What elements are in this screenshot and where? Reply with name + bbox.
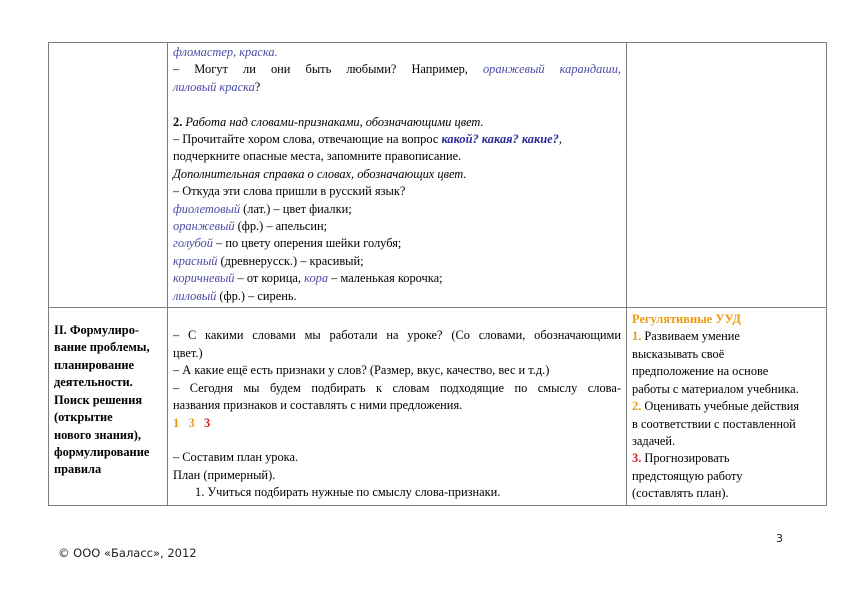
- table-row: [49, 308, 827, 505]
- text-line: – Прочитайте хором слова, отвечающие на вопрос какой? какая? какие?,: [173, 132, 562, 147]
- uud-item: 3. Прогнозировать: [632, 451, 730, 466]
- lesson-table: [48, 42, 827, 506]
- uud-cell: [627, 43, 827, 308]
- text-line: – Могут ли они быть любыми? Например, оранжевый карандаши,: [173, 62, 621, 77]
- word-line: красный (древнерусск.) – красивый;: [173, 253, 364, 268]
- text-line: – Составим план урока.: [173, 450, 299, 465]
- text-line: – А какие ещё есть признаки у слов? (Размер, вкус, качество, вес и т.д.): [173, 363, 550, 378]
- content-cell: [168, 308, 627, 505]
- text-line: подчеркните опасные места, запомните правописание.: [173, 149, 462, 164]
- plan-item: 1. Учиться подбирать нужные по смыслу слова-признаки.: [195, 485, 501, 500]
- uud-item: 1. Развиваем умение: [632, 329, 740, 344]
- page-number: 3: [776, 532, 783, 545]
- text-line: – С какими словами мы работали на уроке? (Со словами, обозначающими: [173, 328, 621, 343]
- stage-cell: [49, 43, 168, 308]
- uud-title: Регулятивные УУД: [632, 312, 741, 327]
- text-line: Дополнительная справка о словах, обозначающих цвет.: [173, 166, 467, 181]
- plan-label: План (примерный).: [173, 467, 276, 482]
- table-row: [49, 43, 827, 308]
- text-line: названия признаков и составлять с ними предложения.: [173, 398, 463, 413]
- uud-item: 2. Оценивать учебные действия: [632, 399, 800, 414]
- text-line: фломастер, краска.: [173, 45, 278, 59]
- word-line: коричневый – от корица, кора – маленькая корочка;: [173, 271, 443, 286]
- section-heading: 2. Работа над словами-признаками, обозначающими цвет.: [173, 114, 484, 129]
- text-line: – Сегодня мы будем подбирать к словам подходящие по смыслу слова-: [173, 380, 621, 395]
- word-line: оранжевый (фр.) – апельсин;: [173, 219, 328, 234]
- content-cell: [168, 43, 627, 308]
- text-line: – Откуда эти слова пришли в русский язык?: [173, 184, 406, 199]
- word-line: фиолетовый (лат.) – цвет фиалки;: [173, 201, 352, 216]
- uud-cell: Регулятивные УУД 1. Развиваем умение высказывать своё предположение на основе работы с материалом учебника. 2. Оценивать учебные действия в соответствии с поставленной задачей. 3. Прогнозировать предстоящую работу (составлять план).: [627, 308, 827, 505]
- card-marks: 1 3 3: [173, 415, 211, 430]
- text-line: цвет.): [173, 345, 203, 360]
- copyright-footer: © ООО «Баласс», 2012: [58, 546, 197, 560]
- text-line: лиловый краска?: [173, 79, 261, 94]
- stage-cell: II. Формулиро- вание проблемы, планирование деятельности. Поиск решения (открытие нового знания), формулирование правила: [49, 308, 168, 505]
- word-line: лиловый (фр.) – сирень.: [173, 288, 297, 303]
- word-line: голубой – по цвету оперения шейки голубя;: [173, 236, 402, 251]
